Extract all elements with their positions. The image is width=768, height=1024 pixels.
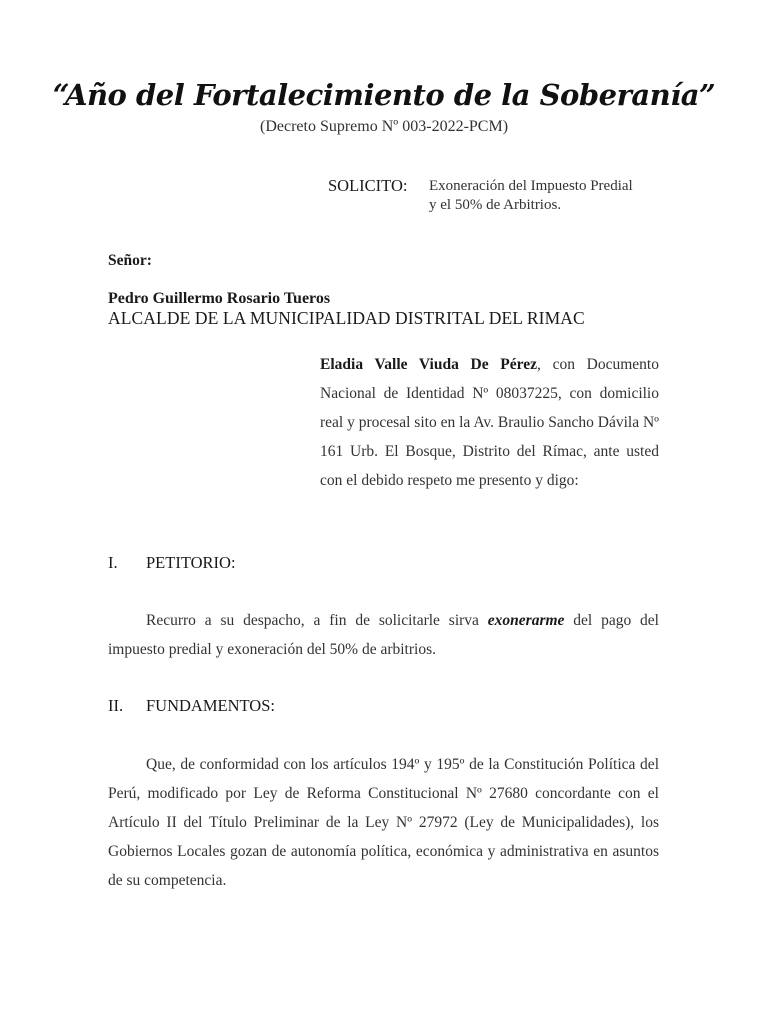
fundamentos-paragraph: Que, de conformidad con los artículos 194º y 195º de la Constitución Política del Perú, modificado por Ley de Reforma Constitucional Nº 27680 concordante con el Artículo II del Título Preliminar de la Ley Nº 27972 (Ley de Municipalidades), los Gobiernos Locales gozan de autonomía política, económica y administrativa en asuntos de su competencia. <box>108 756 659 889</box>
section-heading-petitorio <box>108 553 236 573</box>
petitorio-text-before: Recurro a su despacho, a fin de solicitarle sirva <box>146 612 488 629</box>
section-heading-fundamentos <box>108 696 275 716</box>
recipient-name: Pedro Guillermo Rosario Tueros <box>108 290 331 307</box>
solicito-line-1: Exoneración del Impuesto Predial <box>429 178 633 194</box>
solicito-line-2: y el 50% de Arbitrios. <box>429 197 562 213</box>
year-title: “Año del Fortalecimiento de la Soberanía” <box>52 78 716 112</box>
applicant-name: Eladia Valle Viuda De Pérez <box>320 356 538 373</box>
petitorio-text-after: del pago del impuesto predial y exoneración del 50% de arbitrios. <box>108 612 659 658</box>
section-title: FUNDAMENTOS: <box>146 696 275 715</box>
section-number: II. <box>108 696 124 715</box>
applicant-details: , con Documento Nacional de Identidad Nº 08037225, con domicilio real y procesal sito en la Av. Braulio Sancho Dávila Nº 161 Urb. El Bosque, Distrito del Rímac, ante usted con el debido respeto me presento y digo: <box>320 356 659 489</box>
petitorio-paragraph <box>108 606 659 664</box>
applicant-paragraph <box>320 350 659 495</box>
solicito-label: SOLICITO: <box>328 176 408 195</box>
recipient-title: ALCALDE DE LA MUNICIPALIDAD DISTRITAL DEL RIMAC <box>108 308 585 328</box>
section-title: PETITORIO: <box>146 553 236 572</box>
section-number: I. <box>108 553 118 572</box>
petitorio-emphasis: exonerarme <box>487 612 565 629</box>
solicito-text <box>429 177 669 215</box>
salutation: Señor: <box>108 252 152 269</box>
decree-reference: (Decreto Supremo Nº 003-2022-PCM) <box>259 118 509 135</box>
